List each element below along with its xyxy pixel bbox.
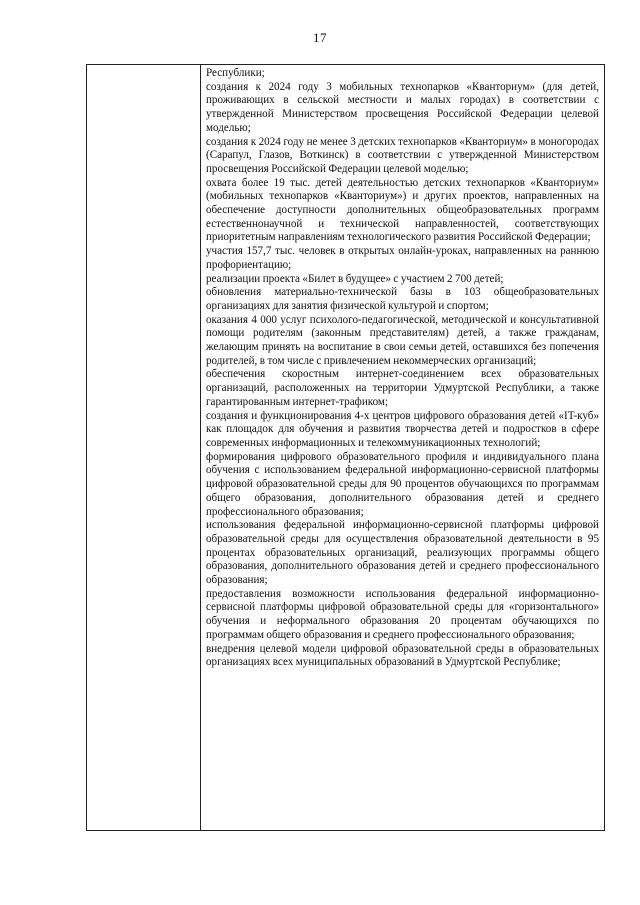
paragraph-monocity-technoparks: создания к 2024 году не менее 3 детских технопарков «Кванториум» в моногородах (Сарапул, Глазов, Воткинск) в соответствии с утвержденной Министерством просвещения Российской Федерации целевой моделью; — [206, 135, 599, 175]
table-right-cell — [201, 65, 604, 830]
document-table — [86, 64, 605, 831]
paragraph-sports-facilities: обновления материально-технической базы в 103 общеобразовательных организациях для занятия физической культурой и спортом; — [206, 286, 599, 312]
paragraph-children-coverage: охвата более 19 тыс. детей деятельностью детских технопарков «Кванториум» (мобильных технопарков «Кванториум») и других проектов, направленных на обеспечение доступности дополнительных общеобразовательных программ естественнонаучной и технической направленностей, соответствующих приоритетным направлениям технологического развития Российской Федерации; — [206, 176, 599, 244]
paragraph-it-cube-centers: создания и функционирования 4-х центров цифрового образования детей «IT-куб» как площадок для обучения и развития творчества детей и подростков в сфере современных информационных и телекоммуникационных технологий; — [206, 409, 599, 449]
paragraph-platform-usage: использования федеральной информационно-сервисной платформы цифровой образовательной среды для осуществления образовательной деятельности в 95 процентах образовательных организаций, реализующих программы общего образования, дополнительного образования детей и среднего профессионального образования; — [206, 519, 599, 587]
paragraph-counseling-services: оказания 4 000 услуг психолого-педагогической, методической и консультативной помощи родителям (законным представителям) детей, а также гражданам, желающим принять на воспитание в свои семьи детей, оставшихся без попечения родителей, в том числе с привлечением некоммерческих организаций; — [206, 313, 599, 367]
page-number: 17 — [313, 30, 327, 45]
paragraph-online-lessons: участия 157,7 тыс. человек в открытых онлайн-уроках, направленных на раннюю профориентацию; — [206, 245, 599, 271]
table-left-cell — [87, 65, 201, 830]
paragraph-horizontal-learning: предоставления возможности использования федеральной информационно-сервисной платформы цифровой образовательной среды для «горизонтального» обучения и неформального образования 20 процентам обучающихся по программам общего образования и среднего профессионального образования; — [206, 587, 599, 641]
paragraph-digital-profile: формирования цифрового образовательного профиля и индивидуального плана обучения с использованием федеральной информационно-сервисной платформы цифровой образовательной среды для 90 процентов обучающихся по программам общего образования, дополнительного образования детей и среднего профессионального образования; — [206, 450, 599, 518]
paragraph-ticket-to-future: реализации проекта «Билет в будущее» с участием 2 700 детей; — [206, 272, 504, 285]
paragraph-republic: Республики; — [206, 67, 265, 79]
paragraph-mobile-technoparks: создания к 2024 году 3 мобильных технопарков «Кванториум» (для детей, проживающих в сельской местности и малых городах) в соответствии с утвержденной Министерством просвещения Российской Федерации целевой моделью; — [206, 80, 599, 134]
paragraph-target-model: внедрения целевой модели цифровой образовательной среды в образовательных организациях всех муниципальных образований в Удмуртской Республике; — [206, 642, 599, 669]
paragraph-internet-connection: обеспечения скоростным интернет-соединением всех образовательных организаций, расположенных на территории Удмуртской Республики, а также гарантированным интернет-трафиком; — [206, 368, 599, 408]
